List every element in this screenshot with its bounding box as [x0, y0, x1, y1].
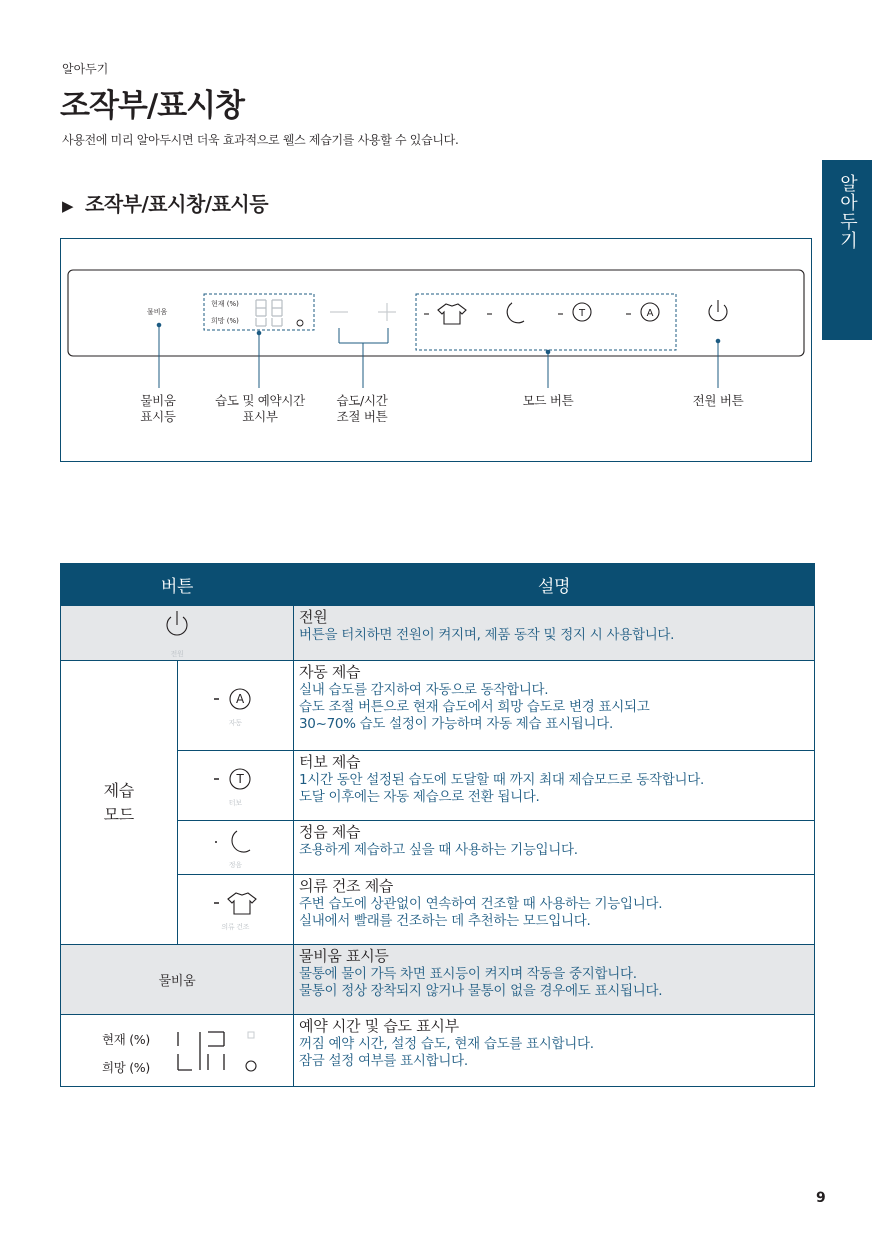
section-title: 조작부/표시창/표시등 [85, 192, 269, 216]
callout-display [200, 393, 320, 425]
display-description [294, 1015, 815, 1087]
row-desc: 도달 이후에는 자동 제습으로 전환 됩니다. [299, 789, 540, 805]
callout-text: 습도 및 예약시간 [215, 393, 305, 408]
svg-text:T: T [578, 308, 586, 319]
power-tiny-label: 전원 [170, 650, 184, 658]
auto-description [294, 661, 815, 751]
table-row [61, 661, 815, 751]
panel-current-label: 현재 (%) [211, 300, 239, 308]
laundry-description [294, 875, 815, 945]
turbo-icon-cell [177, 751, 294, 821]
row-desc: 물통이 정상 장착되지 않거나 물통이 없을 경우에도 표시됩니다. [299, 983, 663, 999]
section-heading [62, 188, 268, 217]
table-row [61, 605, 815, 661]
turbo-tiny-label: 터보 [228, 798, 242, 807]
row-desc: 버튼을 터치하면 전원이 켜지며, 제품 동작 및 정지 시 사용합니다. [299, 627, 675, 643]
row-desc: 실내에서 빨래를 건조하는 데 추천하는 모드입니다. [299, 913, 591, 929]
callout-text: 습도/시간 [336, 393, 388, 408]
quiet-icon-cell [177, 821, 294, 875]
row-title: 자동 제습 [299, 663, 361, 681]
quiet-mode-icon [210, 826, 260, 856]
row-desc: 꺼짐 예약 시간, 설정 습도, 현재 습도를 표시합니다. [299, 1036, 594, 1052]
panel-target-label: 희망 (%) [211, 317, 239, 325]
panel-water-indicator-text: 물비움 [147, 308, 168, 316]
row-desc: 물통에 물이 가득 차면 표시등이 켜지며 작동을 중지합니다. [299, 966, 637, 982]
power-icon [157, 607, 197, 651]
header-button: 버튼 [61, 564, 294, 606]
callout-text: 표시부 [242, 409, 278, 424]
auto-tiny-label: 자동 [228, 718, 242, 727]
callout-adjust-buttons [320, 393, 404, 425]
callout-text: 조절 버튼 [336, 409, 388, 424]
row-desc: 30~70% 습도 설정이 가능하며 자동 제습 표시됩니다. [299, 716, 613, 732]
water-indicator-cell: 물비움 [61, 945, 294, 1015]
table-header-row [61, 564, 815, 606]
callout-power-button: 전원 버튼 [692, 393, 744, 408]
seven-segment-digits [256, 300, 282, 316]
row-desc: 습도 조절 버튼으로 현재 습도에서 희망 습도로 변경 표시되고 [299, 699, 650, 715]
auto-mode-icon [210, 684, 260, 714]
row-title: 전원 [299, 608, 328, 626]
moon-icon [507, 303, 524, 323]
svg-text:A: A [236, 691, 245, 706]
header-description: 설명 [294, 564, 815, 606]
table-row [61, 1015, 815, 1087]
page-subtitle: 사용전에 미리 알아두시면 더욱 효과적으로 웰스 제습기를 사용할 수 있습니다. [62, 133, 459, 147]
row-desc: 주변 습도에 상관없이 연속하여 건조할 때 사용하는 기능입니다. [299, 896, 663, 912]
auto-icon-cell [177, 661, 294, 751]
display-cell [61, 1015, 294, 1087]
row-desc: 1시간 동안 설정된 습도에 도달할 때 까지 최대 제습모드로 동작합니다. [299, 772, 704, 788]
display-current-label: 현재 (%) [102, 1031, 150, 1047]
callout-text: 표시등 [140, 409, 176, 424]
power-description [294, 605, 815, 661]
laundry-icon-cell [177, 875, 294, 945]
turbo-mode-icon [210, 764, 260, 794]
triangle-marker-icon: ▶ [62, 197, 74, 215]
mode-group-label: 모드 [103, 804, 134, 824]
row-title: 예약 시간 및 습도 표시부 [299, 1017, 459, 1035]
button-description-table [60, 563, 815, 1087]
row-desc: 잠금 설정 여부를 표시합니다. [299, 1053, 468, 1069]
page-number: 9 [816, 1190, 826, 1206]
laundry-tiny-label: 의류 건조 [221, 922, 250, 931]
power-cell [61, 605, 294, 661]
shirt-icon [210, 888, 260, 918]
quiet-description [294, 821, 815, 875]
row-title: 정음 제습 [299, 823, 361, 841]
row-desc: 조용하게 제습하고 싶을 때 사용하는 기능입니다. [299, 842, 578, 858]
page-title: 조작부/표시창 [60, 88, 244, 124]
quiet-tiny-label: 정음 [228, 860, 242, 869]
control-panel-illustration [60, 238, 812, 462]
row-desc: 실내 습도를 감지하여 자동으로 동작합니다. [299, 682, 549, 698]
side-tab[interactable] [822, 160, 872, 340]
row-title: 터보 제습 [299, 753, 361, 771]
water-description [294, 945, 815, 1015]
seven-segment-display [170, 1026, 260, 1078]
callout-text: 물비움 [140, 393, 176, 408]
lock-indicator-icon [297, 320, 303, 326]
row-title: 물비움 표시등 [299, 947, 389, 965]
callout-water-indicator [120, 393, 196, 425]
display-target-label: 희망 (%) [102, 1059, 150, 1075]
row-title: 의류 건조 제습 [299, 877, 394, 895]
shirt-icon [438, 304, 466, 324]
side-tab-label: 알아두기 [837, 174, 858, 250]
turbo-description [294, 751, 815, 821]
svg-text:A: A [646, 308, 654, 319]
mode-group-cell [61, 661, 178, 945]
mode-group-label: 제습 [103, 780, 134, 800]
callout-mode-button: 모드 버튼 [522, 393, 574, 408]
breadcrumb: 알아두기 [62, 62, 109, 76]
table-row [61, 945, 815, 1015]
svg-text:T: T [236, 771, 244, 786]
